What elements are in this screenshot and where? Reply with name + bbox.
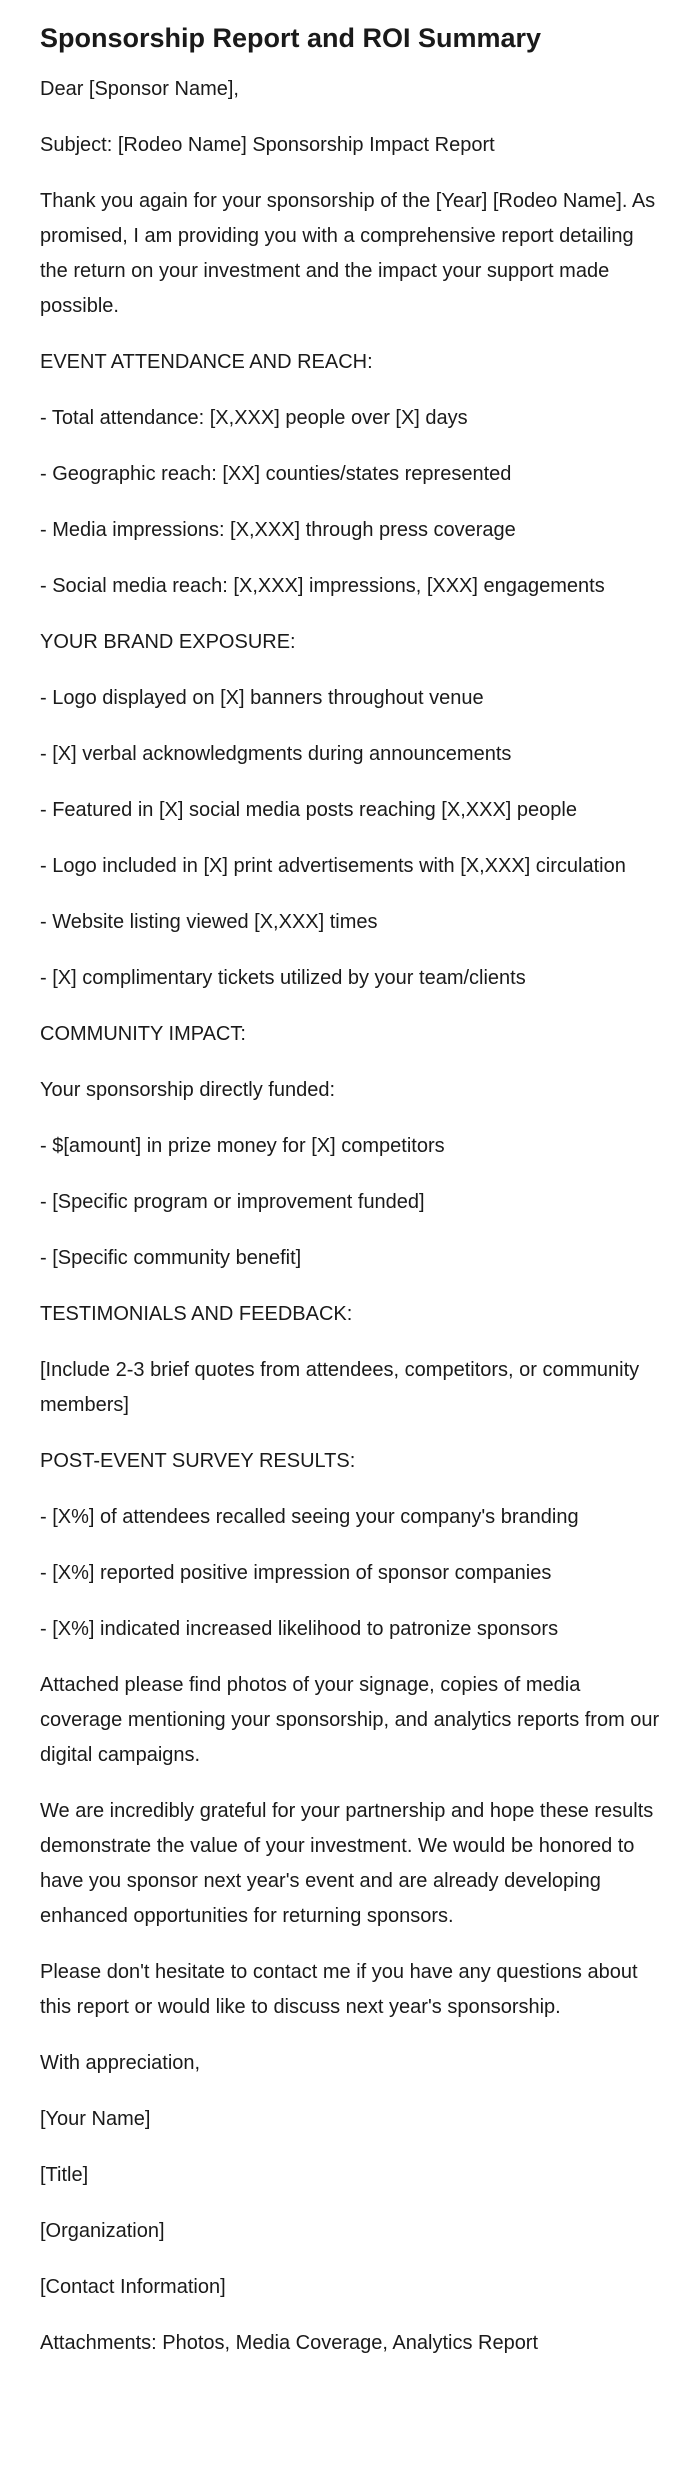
list-item: - $[amount] in prize money for [X] competitors — [40, 1134, 445, 1157]
list-item: - [X%] of attendees recalled seeing your company's branding — [40, 1505, 579, 1528]
list-item: - [X%] indicated increased likelihood to patronize sponsors — [40, 1617, 559, 1640]
list-item: - Logo included in [X] print advertisements with [X,XXX] circulation — [40, 854, 626, 877]
list-item: - Logo displayed on [X] banners throughout venue — [40, 686, 484, 709]
list-item: - [Specific community benefit] — [40, 1246, 302, 1269]
signature-title: [Title] — [40, 2163, 89, 2186]
salutation: Dear [Sponsor Name], — [40, 77, 239, 100]
section-heading-attendance: EVENT ATTENDANCE AND REACH: — [40, 350, 373, 373]
section-heading-survey: POST-EVENT SURVEY RESULTS: — [40, 1449, 356, 1472]
signature-name: [Your Name] — [40, 2107, 151, 2130]
attachments-list: Attachments: Photos, Media Coverage, Analytics Report — [40, 2331, 539, 2354]
list-item: - [X] verbal acknowledgments during announcements — [40, 742, 512, 765]
list-item: - [Specific program or improvement funded] — [40, 1190, 425, 1213]
signature-organization: [Organization] — [40, 2219, 165, 2242]
list-item: - [X] complimentary tickets utilized by your team/clients — [40, 966, 526, 989]
subject-line: Subject: [Rodeo Name] Sponsorship Impact Report — [40, 133, 495, 156]
list-item: - Total attendance: [X,XXX] people over [X] days — [40, 406, 468, 429]
list-item: - [X%] reported positive impression of sponsor companies — [40, 1561, 552, 1584]
closing: With appreciation, — [40, 2051, 201, 2074]
contact-paragraph: Please don't hesitate to contact me if you have any questions about this report or would like to discuss next year's sponsorship. — [40, 1960, 638, 2018]
intro-paragraph: Thank you again for your sponsorship of the [Year] [Rodeo Name]. As promised, I am providing you with a comprehensive report detailing the return on your investment and the impact your support made possible. — [40, 189, 656, 317]
testimonials-placeholder: [Include 2-3 brief quotes from attendees, competitors, or community members] — [40, 1358, 640, 1416]
attachments-paragraph: Attached please find photos of your signage, copies of media coverage mentioning your sponsorship, and analytics reports from our digital campaigns. — [40, 1673, 660, 1766]
section-heading-brand-exposure: YOUR BRAND EXPOSURE: — [40, 630, 296, 653]
list-item: - Featured in [X] social media posts reaching [X,XXX] people — [40, 798, 577, 821]
community-impact-intro: Your sponsorship directly funded: — [40, 1078, 335, 1101]
document-title: Sponsorship Report and ROI Summary — [40, 23, 542, 53]
gratitude-paragraph: We are incredibly grateful for your partnership and hope these results demonstrate the value of your investment. We would be honored to have you sponsor next year's event and are already developing enhanced opportunities for returning sponsors. — [40, 1799, 654, 1927]
section-heading-testimonials: TESTIMONIALS AND FEEDBACK: — [40, 1302, 353, 1325]
signature-contact: [Contact Information] — [40, 2275, 226, 2298]
section-heading-community-impact: COMMUNITY IMPACT: — [40, 1022, 246, 1045]
list-item: - Website listing viewed [X,XXX] times — [40, 910, 378, 933]
list-item: - Media impressions: [X,XXX] through press coverage — [40, 518, 516, 541]
list-item: - Social media reach: [X,XXX] impressions, [XXX] engagements — [40, 574, 605, 597]
list-item: - Geographic reach: [XX] counties/states represented — [40, 462, 512, 485]
